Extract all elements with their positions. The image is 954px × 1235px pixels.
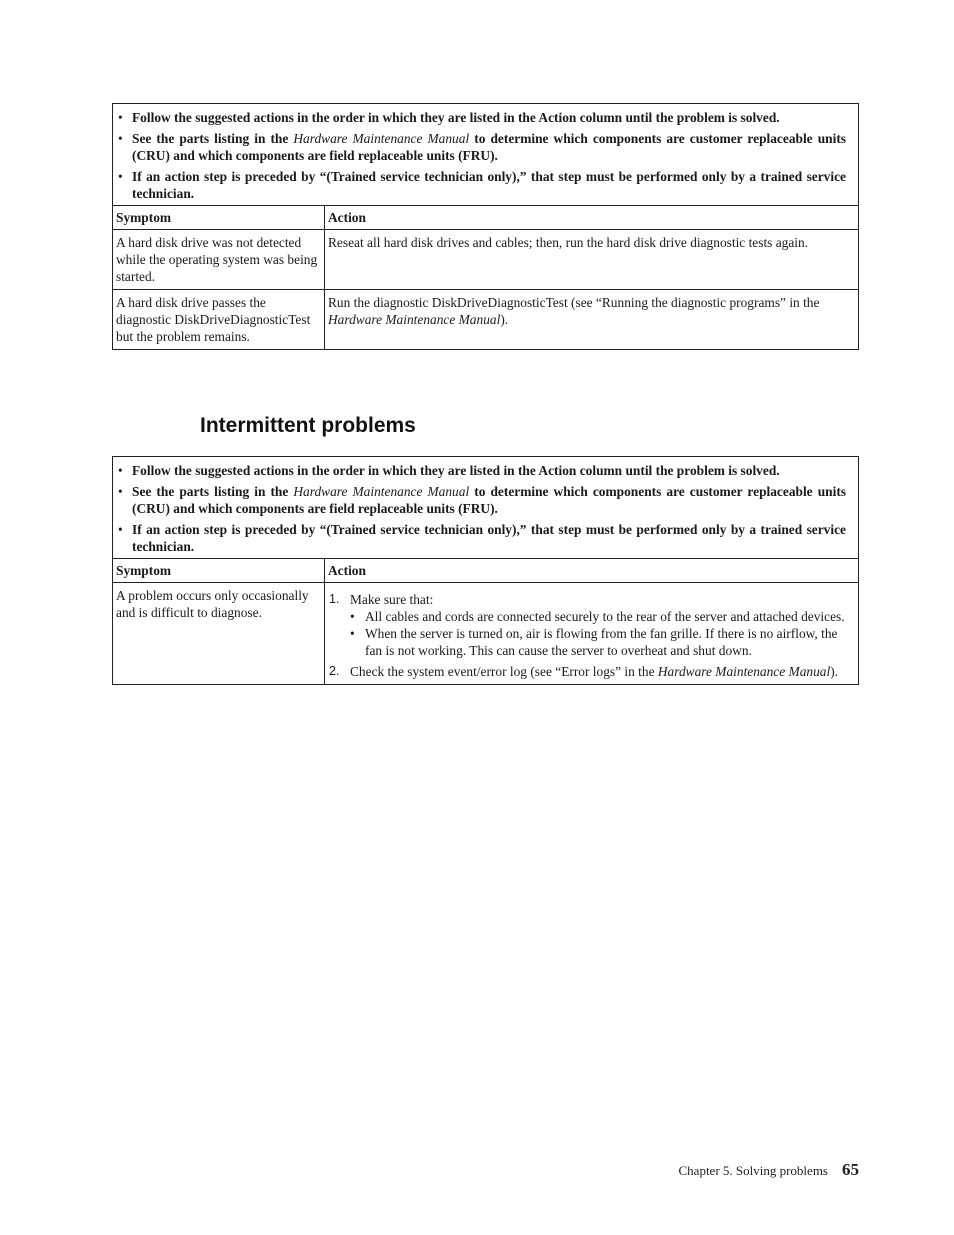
table-notes [113, 457, 859, 559]
note-item: • Follow the suggested actions in the order in which they are listed in the Action column until the problem is solved. [116, 109, 846, 126]
action-cell [325, 583, 859, 685]
note-item: • If an action step is preceded by “(Trained service technician only),” that step must be performed only by a trained service technician. [116, 521, 846, 555]
symptom-cell: A hard disk drive was not detected while the operating system was being started. [113, 230, 325, 290]
symptom-cell: A problem occurs only occasionally and is difficult to diagnose. [113, 583, 325, 685]
table-header-row [113, 206, 859, 230]
note-item: • If an action step is preceded by “(Trained service technician only),” that step must be performed only by a trained service technician. [116, 168, 846, 202]
symptom-header: Symptom [113, 559, 325, 583]
table-row [113, 230, 859, 290]
table-row [113, 290, 859, 350]
symptom-cell: A hard disk drive passes the diagnostic DiskDriveDiagnosticTest but the problem remains. [113, 290, 325, 350]
table-notes [113, 104, 859, 206]
hard-disk-problems-table [112, 103, 859, 350]
sub-bullet: • When the server is turned on, air is flowing from the fan grille. If there is no airflow, the fan is not working. This can cause the server to overheat and shut down. [350, 625, 855, 659]
page-number: 65 [842, 1160, 859, 1179]
action-cell: Reseat all hard disk drives and cables; then, run the hard disk drive diagnostic tests again. [325, 230, 859, 290]
action-header: Action [325, 206, 859, 230]
symptom-header: Symptom [113, 206, 325, 230]
note-item: • See the parts listing in the Hardware Maintenance Manual to determine which components are customer replaceable units (CRU) and which components are field replaceable units (FRU). [116, 130, 846, 164]
note-item: • See the parts listing in the Hardware Maintenance Manual to determine which components are customer replaceable units (CRU) and which components are field replaceable units (FRU). [116, 483, 846, 517]
action-step: 2. Check the system event/error log (see “Error logs” in the Hardware Maintenance Manual). [329, 664, 839, 679]
action-cell: Run the diagnostic DiskDriveDiagnosticTest (see “Running the diagnostic programs” in the Hardware Maintenance Manual). [325, 290, 859, 350]
page-footer [679, 1160, 860, 1180]
note-item: • Follow the suggested actions in the order in which they are listed in the Action column until the problem is solved. [116, 462, 846, 479]
action-step: 1. Make sure that: • All cables and cords are connected securely to the rear of the server and attached devices. • When the server is turned on, air is flowing from the fan grille. If there is no airflow, the fan is not working. This can cause the server to overheat and shut down. [328, 591, 855, 659]
sub-bullet: • All cables and cords are connected securely to the rear of the server and attached devices. [350, 608, 855, 625]
table-header-row [113, 559, 859, 583]
action-header: Action [325, 559, 859, 583]
table-row [113, 583, 859, 685]
action-steps [328, 591, 855, 680]
chapter-label: Chapter 5. Solving problems [678, 1163, 828, 1178]
section-title: Intermittent problems [200, 414, 416, 437]
intermittent-problems-table [112, 456, 859, 685]
